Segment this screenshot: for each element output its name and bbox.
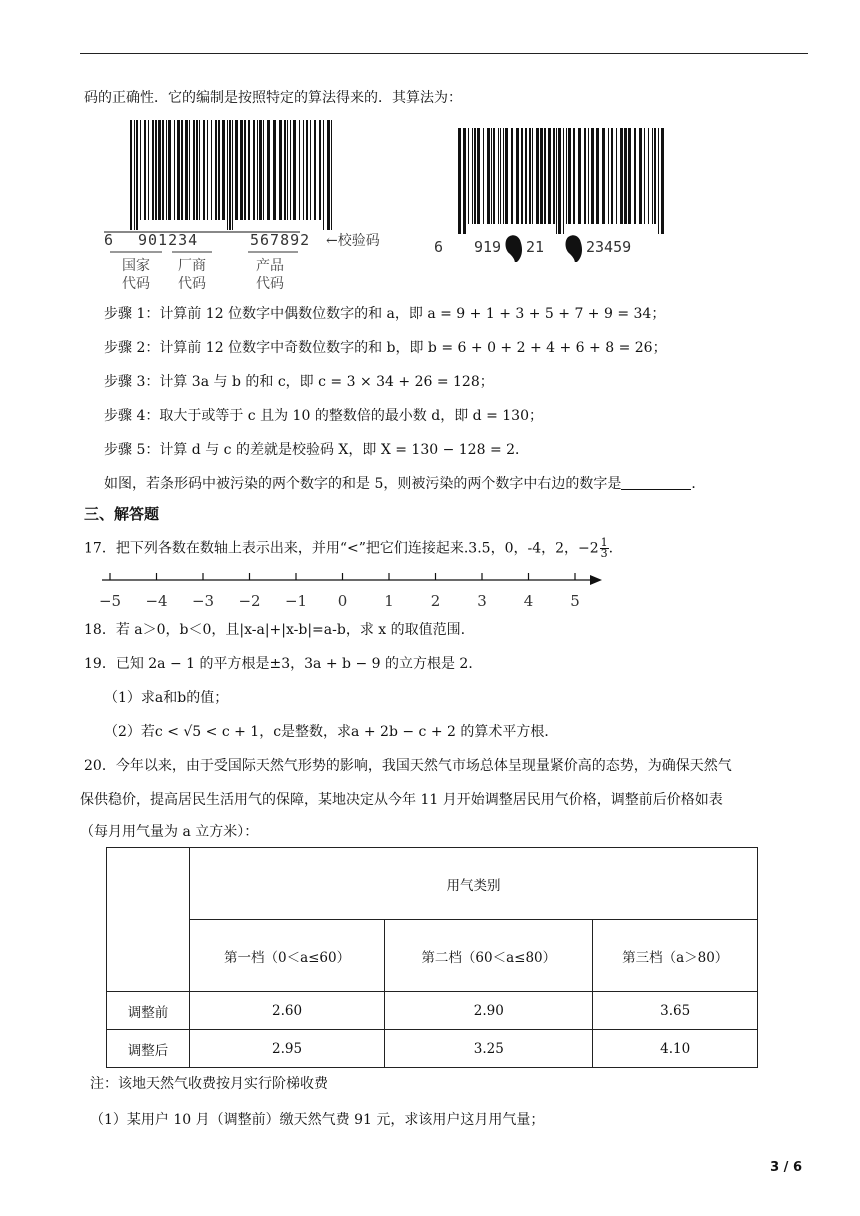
q17-text: 17．把下列各数在数轴上表示出来，并用“<”把它们连接起来.3.5，0，-4，2，−2 — [84, 540, 599, 557]
cell-before-tier2: 2.90 — [385, 992, 593, 1030]
barcode-bar — [279, 120, 282, 220]
barcode-bar — [166, 120, 167, 220]
barcode-bar — [540, 128, 543, 224]
barcode-bar — [591, 128, 594, 224]
number-line-label: 5 — [570, 592, 580, 610]
barcode-bar — [211, 120, 212, 220]
barcode-bar — [493, 128, 495, 224]
q19-part1: （1）求a和b的值； — [104, 690, 229, 706]
barcode-bar — [155, 120, 157, 220]
number-line-label: 2 — [430, 592, 441, 610]
barcode-bar — [596, 128, 599, 224]
number-line-label: 4 — [523, 592, 534, 610]
cell-before-tier3: 3.65 — [593, 992, 758, 1030]
barcode-bar — [566, 128, 567, 224]
barcode-right-group1b: 21 — [526, 238, 545, 256]
step-3: 步骤 3：计算 3a 与 b 的和 c，即 c = 3 × 34 + 26 = 128； — [104, 374, 494, 390]
q16-text: 如图，若条形码中被污染的两个数字的和是 5，则被污染的两个数字中右边的数字是 — [104, 476, 622, 492]
barcode-bar — [193, 120, 195, 220]
barcode-bar — [553, 128, 555, 224]
table-row — [107, 1030, 758, 1068]
number-line-label: −1 — [284, 592, 308, 610]
q20-line-3: （每月用气量为 a 立方米）： — [80, 824, 259, 840]
table-row — [107, 992, 758, 1030]
barcode-bar — [207, 120, 208, 220]
q18: 18．若 a＞0，b＜0，且|x-a|+|x-b|=a-b，求 x 的取值范围. — [84, 622, 466, 638]
barcode-bar — [299, 120, 300, 220]
table-tier-row — [107, 920, 758, 992]
barcode-bar — [548, 128, 551, 224]
barcode-bar — [253, 120, 255, 220]
cell-after-tier3: 4.10 — [593, 1030, 758, 1068]
barcode-right-group2: 23459 — [586, 238, 632, 256]
barcode-bar — [558, 128, 561, 234]
barcode-bar — [215, 120, 217, 220]
barcode-bar — [314, 120, 316, 220]
barcode-bar — [608, 128, 609, 224]
barcode-bar — [661, 128, 664, 234]
barcode-left — [100, 118, 420, 296]
q20-line-2: 保供稳价，提高居民生活用气的保障，某地决定从今年 11 月开始调整居民用气价格，调整前后价格如表 — [80, 792, 723, 808]
gas-price-table — [106, 847, 758, 1068]
check-digit-label: ←校验码 — [326, 233, 380, 249]
barcode-bar — [203, 120, 205, 220]
barcode-bar — [532, 128, 533, 224]
barcode-bar — [168, 120, 171, 220]
barcode-bar — [648, 128, 649, 224]
q16-end: ． — [691, 476, 706, 492]
barcode-right — [430, 126, 670, 262]
q20-part1: （1）某用户 10 月（调整前）缴天然气费 91 元，求该用户这月用气量； — [90, 1112, 545, 1128]
q16-question — [104, 474, 705, 494]
barcode-bar — [162, 120, 164, 220]
table-note: 注：该地天然气收费按月实行阶梯收费 — [90, 1076, 328, 1092]
barcode-bar — [287, 120, 288, 220]
barcode-bar — [578, 128, 581, 224]
barcode-bar — [500, 128, 501, 224]
table-header-gas-category: 用气类别 — [190, 848, 758, 920]
barcode-bar — [284, 120, 286, 220]
barcode-bar — [505, 128, 508, 224]
label-product-bottom: 代码 — [256, 276, 284, 292]
barcode-bar — [130, 120, 132, 230]
barcode-bar — [611, 128, 613, 224]
barcode-bar — [491, 128, 492, 224]
barcode-bar — [244, 120, 246, 220]
barcode-bar — [620, 128, 623, 224]
barcode-bar — [652, 128, 653, 224]
stain-left — [506, 235, 523, 262]
number-line-label: 0 — [337, 592, 348, 610]
q19: 19．已知 2a − 1 的平方根是±3，3a + b − 9 的立方根是 2． — [84, 656, 483, 672]
barcode-bar — [189, 120, 190, 220]
cell-after-tier2: 3.25 — [385, 1030, 593, 1068]
number-line-label: −5 — [98, 592, 122, 610]
table-header-row — [107, 848, 758, 920]
number-line-label: −4 — [145, 592, 168, 610]
barcode-bar — [498, 128, 499, 224]
barcode-bar — [327, 120, 330, 230]
barcode-bar — [536, 128, 539, 224]
barcode-bar — [257, 120, 258, 220]
table-tier-3: 第三档（a＞80） — [593, 920, 758, 992]
barcode-bar — [248, 120, 250, 220]
barcode-bar — [511, 128, 513, 224]
barcode-bar — [181, 120, 183, 220]
barcode-bar — [273, 120, 276, 220]
barcode-bar — [134, 120, 135, 230]
barcode-bar — [474, 128, 476, 224]
barcode-bar — [218, 120, 220, 220]
barcode-bar — [477, 128, 480, 224]
barcode-bar — [573, 128, 575, 224]
q19-part2: （2）若c < √5 < c + 1，c是整数，求a + 2b − c + 2 的算术平方根． — [104, 724, 559, 740]
cell-before-tier1: 2.60 — [190, 992, 385, 1030]
barcode-bar — [177, 120, 180, 220]
barcode-bar — [174, 120, 175, 220]
barcode-right-lead-digit: 6 — [434, 238, 444, 256]
number-line — [96, 566, 616, 612]
table-tier-2: 第二档（60＜a≤80） — [385, 920, 593, 992]
barcode-bar — [616, 128, 617, 224]
barcode-bar — [503, 128, 504, 224]
barcode-bar — [232, 120, 233, 230]
barcode-bar — [196, 120, 198, 220]
number-line-label: −3 — [191, 592, 215, 610]
barcode-bar — [290, 120, 291, 220]
barcode-bar — [229, 120, 231, 230]
barcode-bar — [563, 128, 564, 234]
barcode-bar — [472, 128, 473, 224]
label-maker-bottom: 代码 — [178, 276, 206, 292]
stain-right — [566, 235, 583, 262]
barcode-bar — [136, 120, 138, 230]
barcode-bar — [263, 120, 264, 220]
label-product-top: 产品 — [256, 258, 284, 274]
barcode-bar — [310, 120, 311, 220]
barcode-bar — [140, 120, 141, 220]
barcode-bar — [235, 120, 238, 220]
number-line-label: −2 — [238, 592, 261, 610]
barcode-bar — [199, 120, 200, 220]
barcode-bar — [624, 128, 627, 224]
answer-blank[interactable] — [621, 475, 691, 490]
barcode-bar — [319, 120, 321, 220]
barcode-bar — [644, 128, 645, 224]
barcode-bar — [185, 120, 188, 220]
barcode-bar — [544, 128, 546, 224]
barcode-bar — [634, 128, 636, 224]
barcode-bar — [323, 120, 324, 230]
barcode-bar — [468, 128, 469, 224]
row-label-after: 调整后 — [107, 1030, 190, 1068]
barcode-bar — [227, 120, 228, 230]
barcode-bar — [658, 128, 659, 234]
barcode-left-group1: 901234 — [138, 231, 199, 249]
barcode-bar — [516, 128, 519, 224]
barcode-bar — [267, 120, 270, 220]
barcode-bar — [525, 128, 527, 224]
barcode-bar — [331, 120, 332, 230]
barcode-bar — [654, 128, 656, 224]
section-title: 三、解答题 — [84, 505, 160, 523]
step-2: 步骤 2：计算前 12 位数字中奇数位数字的和 b，即 b = 6 + 0 + 2 + 4 + 6 + 8 = 26； — [104, 340, 667, 356]
barcode-bar — [303, 120, 304, 220]
barcode-bar — [588, 128, 589, 224]
step-4: 步骤 4：取大于或等于 c 且为 10 的整数倍的最小数 d，即 d = 130； — [104, 408, 543, 424]
barcode-bar — [293, 120, 296, 220]
barcode-bar — [568, 128, 571, 224]
cell-after-tier1: 2.95 — [190, 1030, 385, 1068]
barcode-bar — [602, 128, 605, 224]
number-line-arrow-icon — [590, 575, 602, 585]
step-1: 步骤 1：计算前 12 位数字中偶数位数字的和 a，即 a = 9 + 1 + 3 + 5 + 7 + 9 = 34； — [104, 306, 666, 322]
barcode-left-lead-digit: 6 — [104, 231, 114, 249]
step-5: 步骤 5：计算 d 与 c 的差就是校验码 X，即 X = 130 − 128 = 2． — [104, 442, 530, 458]
intro-line: 码的正确性．它的编制是按照特定的算法得来的．其算法为： — [84, 90, 462, 106]
barcode-bar — [483, 128, 484, 224]
q17 — [84, 538, 613, 559]
barcode-bar — [556, 128, 557, 234]
barcode-bar — [144, 120, 146, 220]
barcode-left-group2: 567892 — [250, 231, 311, 249]
barcode-bar — [259, 120, 262, 220]
label-country-bottom: 代码 — [122, 276, 150, 292]
q17-end: . — [608, 540, 614, 557]
barcode-bar — [487, 128, 490, 224]
barcode-bar — [222, 120, 225, 220]
barcode-bar — [306, 120, 308, 220]
header-rule — [80, 53, 808, 54]
barcode-bar — [458, 128, 461, 234]
barcode-right-group1: 919 — [474, 238, 502, 256]
q20-line-1: 20．今年以来，由于受国际天然气形势的影响，我国天然气市场总体呈现量紧价高的态势，为确保天然气 — [84, 758, 732, 774]
fraction-one-third: $\frac{1}{3}$ — [600, 536, 608, 560]
row-label-before: 调整前 — [107, 992, 190, 1030]
table-corner-cell — [107, 848, 190, 992]
number-line-label: 1 — [384, 592, 394, 610]
barcode-bar — [529, 128, 531, 224]
barcode-bar — [628, 128, 631, 224]
table-tier-1: 第一档（0＜a≤60） — [190, 920, 385, 992]
label-country-top: 国家 — [122, 258, 150, 274]
page-number: 3 / 6 — [770, 1160, 802, 1175]
barcode-bar — [521, 128, 523, 224]
label-maker-top: 厂商 — [178, 258, 206, 274]
barcode-bar — [584, 128, 586, 224]
barcode-bar — [152, 120, 154, 220]
barcode-bar — [463, 128, 466, 234]
barcode-bar — [148, 120, 149, 220]
number-line-label: 3 — [477, 592, 487, 610]
barcode-bar — [639, 128, 642, 224]
barcode-bar — [158, 120, 161, 220]
barcode-bar — [240, 120, 243, 220]
